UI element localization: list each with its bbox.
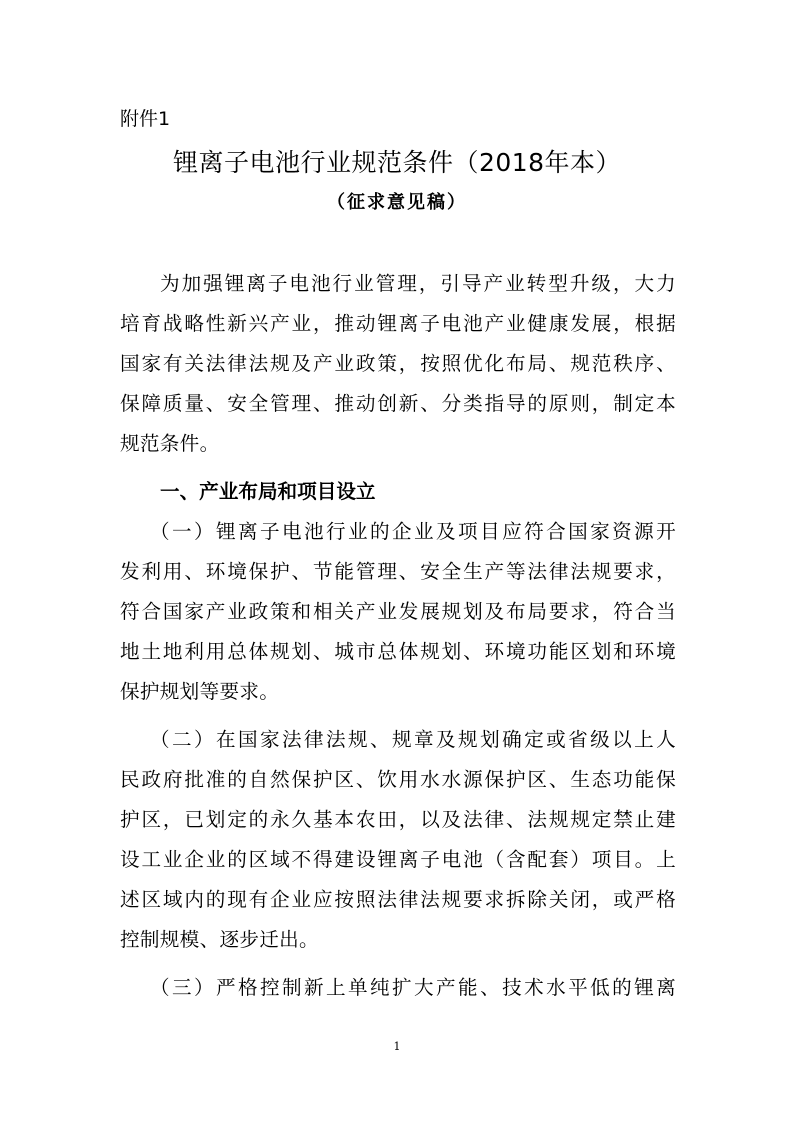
- clause2-line-3: 护区，已划定的永久基本农田，以及法律、法规规定禁止建: [120, 808, 676, 831]
- clause1-line-5: 保护规划等要求。: [120, 680, 280, 703]
- intro-line-3: 国家有关法律法规及产业政策，按照优化布局、规范秩序、: [120, 352, 676, 375]
- clause1-line-1: （一）锂离子电池行业的企业及项目应符合国家资源开: [150, 520, 676, 543]
- clause1-line-4: 地土地利用总体规划、城市总体规划、环境功能区划和环境: [120, 640, 676, 663]
- section-heading: 一、产业布局和项目设立: [160, 480, 376, 503]
- clause2-line-2: 民政府批准的自然保护区、饮用水水源保护区、生态功能保: [120, 768, 676, 791]
- clause3-line-1: （三）严格控制新上单纯扩大产能、技术水平低的锂离: [150, 976, 676, 999]
- annex-label: 附件1: [120, 108, 171, 130]
- intro-line-1: 为加强锂离子电池行业管理，引导产业转型升级，大力: [160, 272, 676, 295]
- clause2-line-5: 述区域内的现有企业应按照法律法规要求拆除关闭，或严格: [120, 888, 676, 911]
- clause1-line-3: 符合国家产业政策和相关产业发展规划及布局要求，符合当: [120, 600, 676, 623]
- document-title: 锂离子电池行业规范条件（2018年本）: [172, 148, 622, 177]
- intro-line-5: 规范条件。: [120, 432, 220, 455]
- clause1-line-2: 发利用、环境保护、节能管理、安全生产等法律法规要求，: [120, 560, 676, 583]
- intro-line-2: 培育战略性新兴产业，推动锂离子电池产业健康发展，根据: [120, 312, 676, 335]
- clause2-line-6: 控制规模、逐步迁出。: [120, 928, 319, 951]
- clause2-line-1: （二）在国家法律法规、规章及规划确定或省级以上人: [150, 728, 676, 751]
- clause2-line-4: 设工业企业的区域不得建设锂离子电池（含配套）项目。上: [120, 848, 676, 871]
- page-number: 1: [393, 1040, 401, 1053]
- intro-line-4: 保障质量、安全管理、推动创新、分类指导的原则，制定本: [120, 392, 676, 415]
- document-subtitle: （征求意见稿）: [327, 192, 467, 213]
